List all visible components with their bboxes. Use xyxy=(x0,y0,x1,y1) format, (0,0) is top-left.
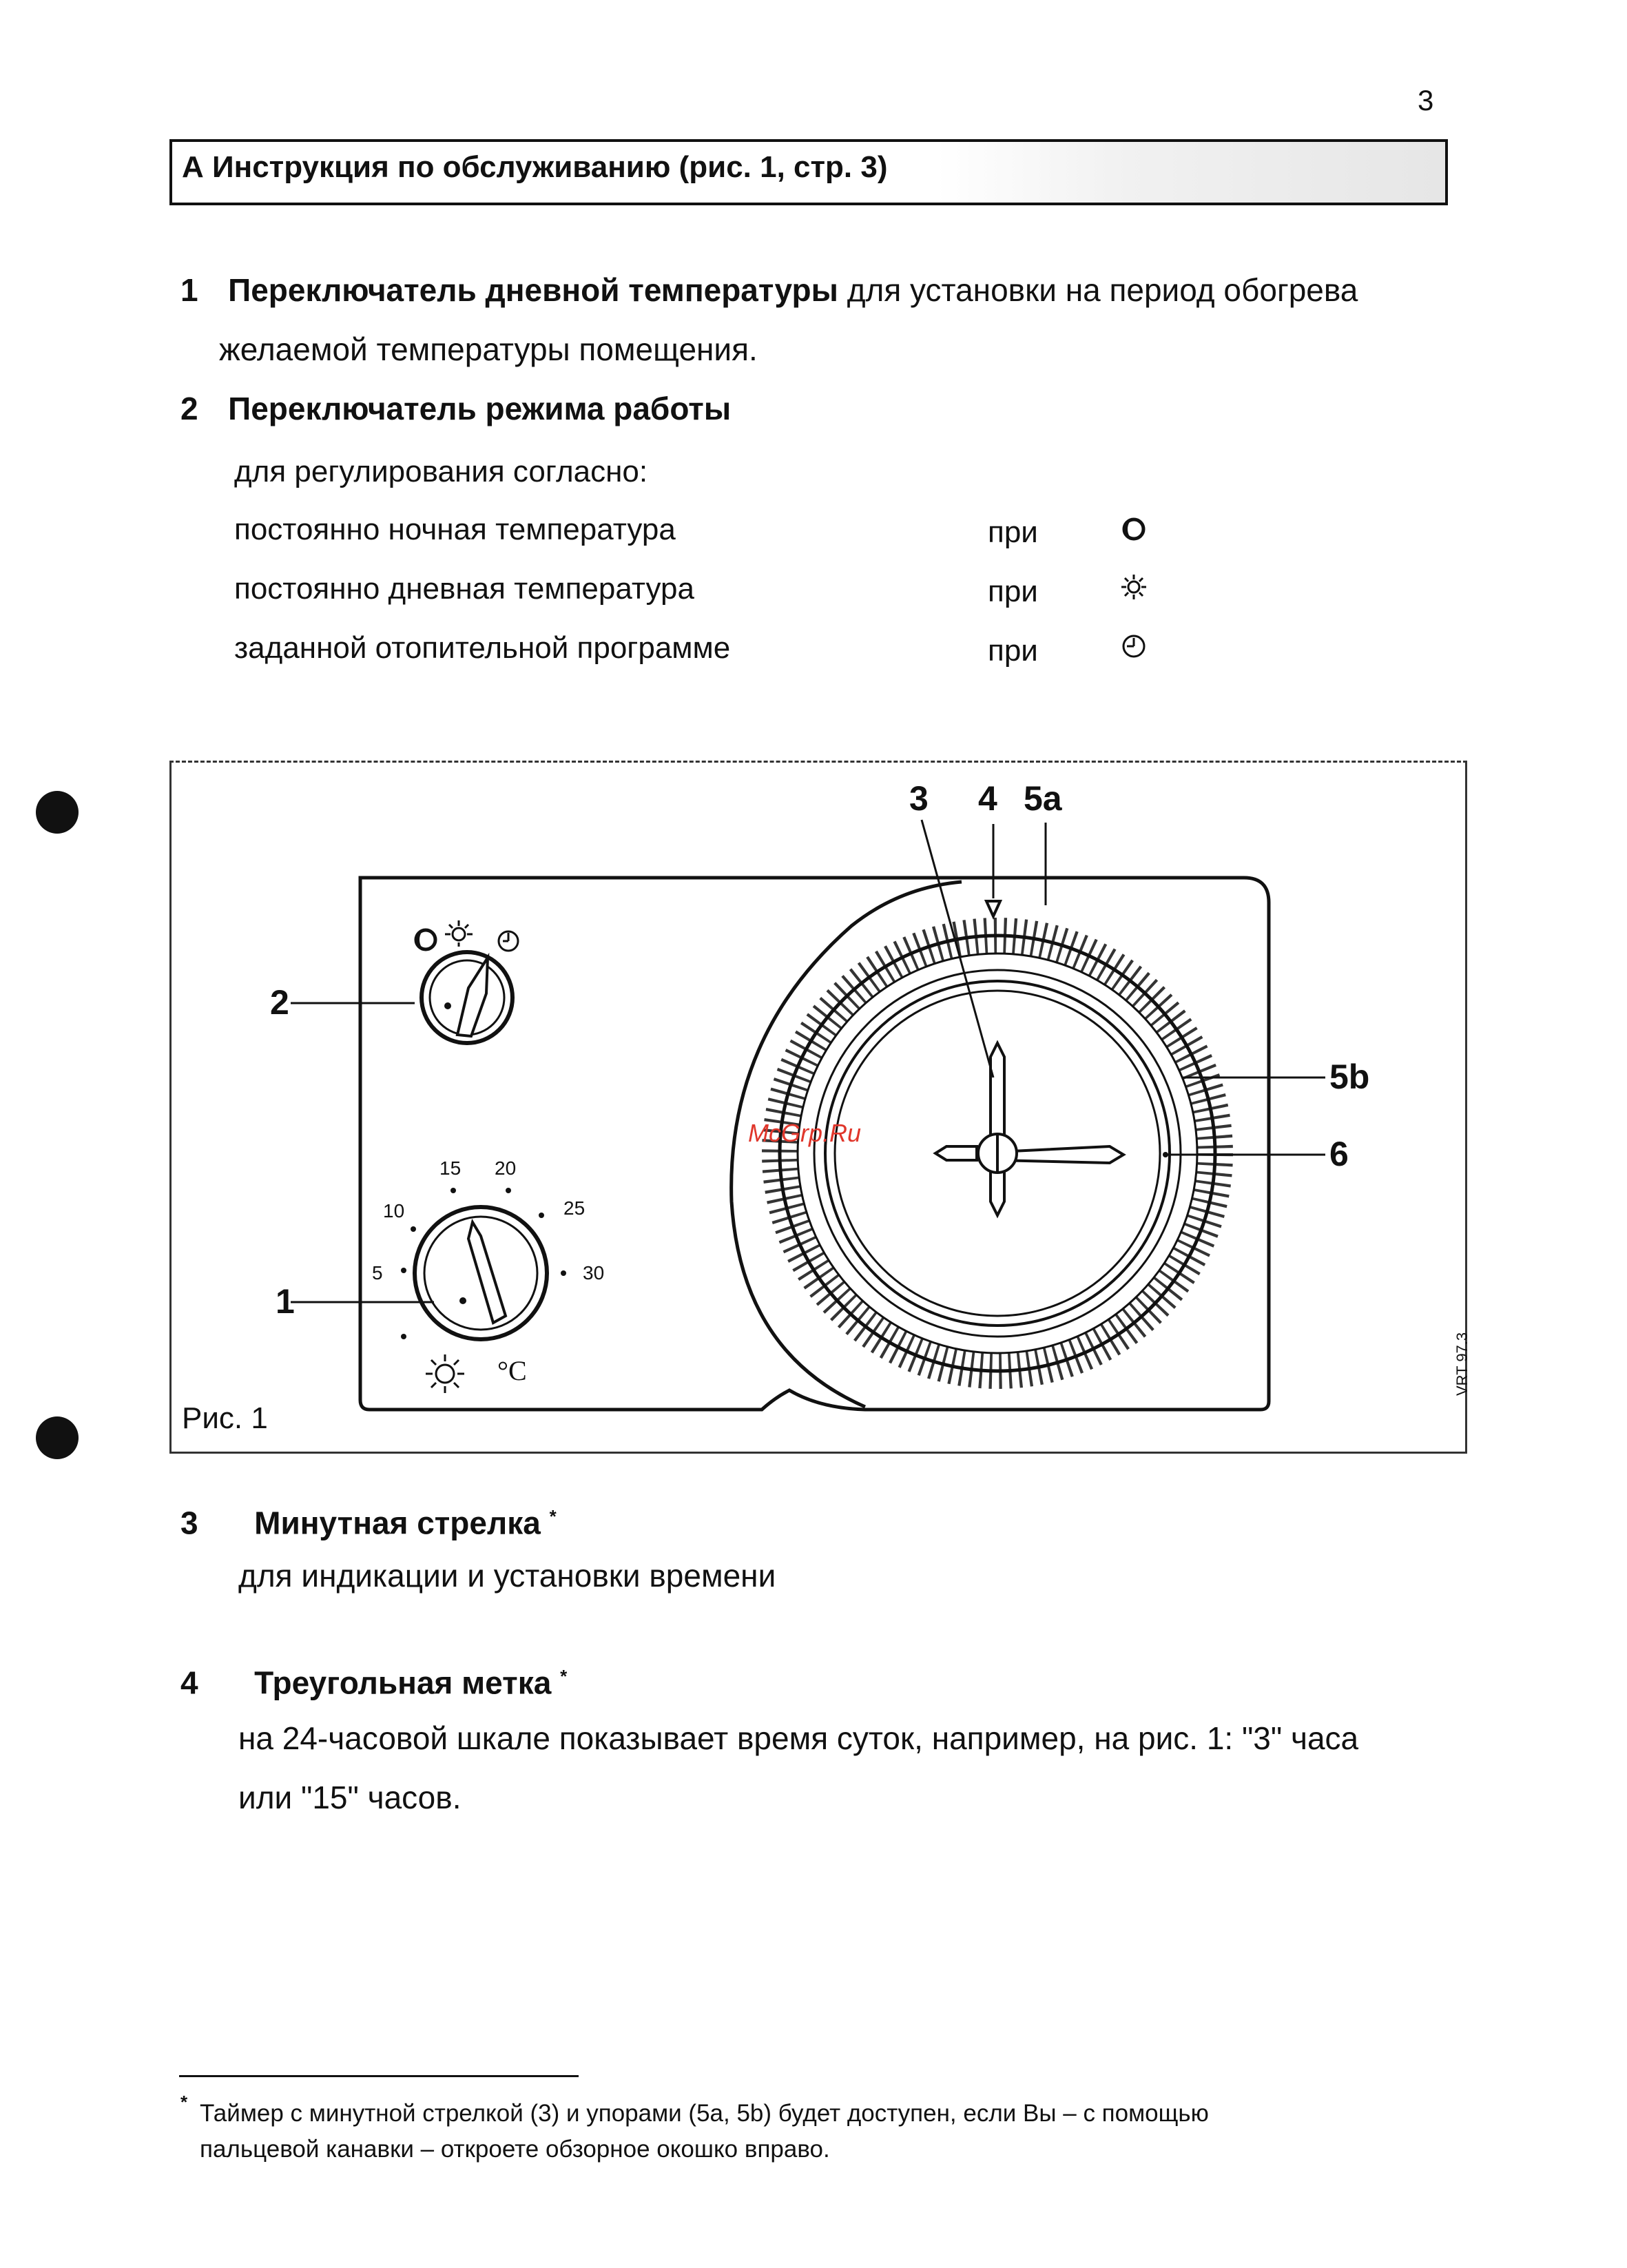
scale-10: 10 xyxy=(383,1200,405,1221)
moon-icon xyxy=(1120,515,1148,543)
item-4-term: Треугольная метка xyxy=(254,1664,552,1701)
item-2-heading xyxy=(180,389,731,429)
callout-3: 3 xyxy=(909,779,929,818)
item-4-star: * xyxy=(560,1666,568,1687)
item-3-star: * xyxy=(549,1506,557,1527)
scale-25: 25 xyxy=(563,1197,585,1219)
item-2-term: Переключатель режима работы xyxy=(228,391,732,426)
item-1-text-1: для установки на период обогрева xyxy=(847,272,1358,308)
sun-icon xyxy=(1120,573,1148,601)
mode-text-day: постоянно дневная температура xyxy=(234,572,694,606)
callout-5a: 5a xyxy=(1024,779,1062,818)
item-2-number: 2 xyxy=(180,391,198,426)
binder-hole-top xyxy=(36,791,79,834)
callout-1: 1 xyxy=(276,1282,295,1321)
unit-celsius: °C xyxy=(497,1355,527,1386)
minute-hand xyxy=(991,1043,1004,1215)
scale-5: 5 xyxy=(372,1262,383,1284)
item-1-number: 1 xyxy=(180,272,198,308)
figure-caption: Рис. 1 xyxy=(182,1401,268,1435)
mode-text-program: заданной отопительной программе xyxy=(234,631,731,665)
mode-pri-night: при xyxy=(988,515,1038,549)
footnote-star: * xyxy=(180,2092,188,2112)
item-1-term: Переключатель дневной температуры xyxy=(228,272,838,308)
item-4-text-2: или "15" часов. xyxy=(238,1780,462,1815)
item-1-line-1 xyxy=(180,270,1358,310)
scale-30: 30 xyxy=(583,1262,605,1284)
footnote-line-1: Таймер с минутной стрелкой (3) и упорами (5a, 5b) будет доступен, если Вы – с помощью xyxy=(200,2100,1209,2127)
item-3-heading xyxy=(180,1496,557,1543)
item-3-text: для индикации и установки времени xyxy=(238,1558,776,1594)
callout-6: 6 xyxy=(1329,1135,1349,1173)
section-title: А Инструкция по обслуживанию (рис. 1, стр. 3) xyxy=(182,150,888,184)
watermark: McGrp.Ru xyxy=(748,1119,862,1147)
callout-4: 4 xyxy=(978,779,997,818)
item-3-number: 3 xyxy=(180,1505,198,1541)
mode-pri-program: при xyxy=(988,634,1038,668)
item-4-heading xyxy=(180,1656,567,1702)
mode-pri-day: при xyxy=(988,575,1038,608)
binder-hole-bottom xyxy=(36,1416,79,1459)
callout-5b: 5b xyxy=(1329,1058,1370,1096)
section-header xyxy=(169,139,1448,205)
footnote-rule xyxy=(179,2075,579,2077)
clock-icon xyxy=(1120,632,1148,660)
scale-15: 15 xyxy=(439,1157,462,1179)
item-1-text-2: желаемой температуры помещения. xyxy=(219,331,758,367)
callout-2: 2 xyxy=(270,983,289,1022)
item-4-text-1: на 24-часовой шкале показывает время суток, например, на рис. 1: "3" часа xyxy=(238,1720,1359,1756)
item-2-intro: для регулирования согласно: xyxy=(234,455,648,488)
page-number: 3 xyxy=(1418,84,1434,116)
mode-text-night: постоянно ночная температура xyxy=(234,513,676,546)
thermostat-figure xyxy=(169,761,1467,1454)
item-4-number: 4 xyxy=(180,1664,198,1701)
footnote-line-2: пальцевой канавки – откроете обзорное окошко вправо. xyxy=(200,2136,830,2163)
scale-20: 20 xyxy=(495,1157,517,1179)
item-3-term: Минутная стрелка xyxy=(254,1505,541,1541)
figure-code: VRT 97.3 xyxy=(1453,1332,1471,1396)
